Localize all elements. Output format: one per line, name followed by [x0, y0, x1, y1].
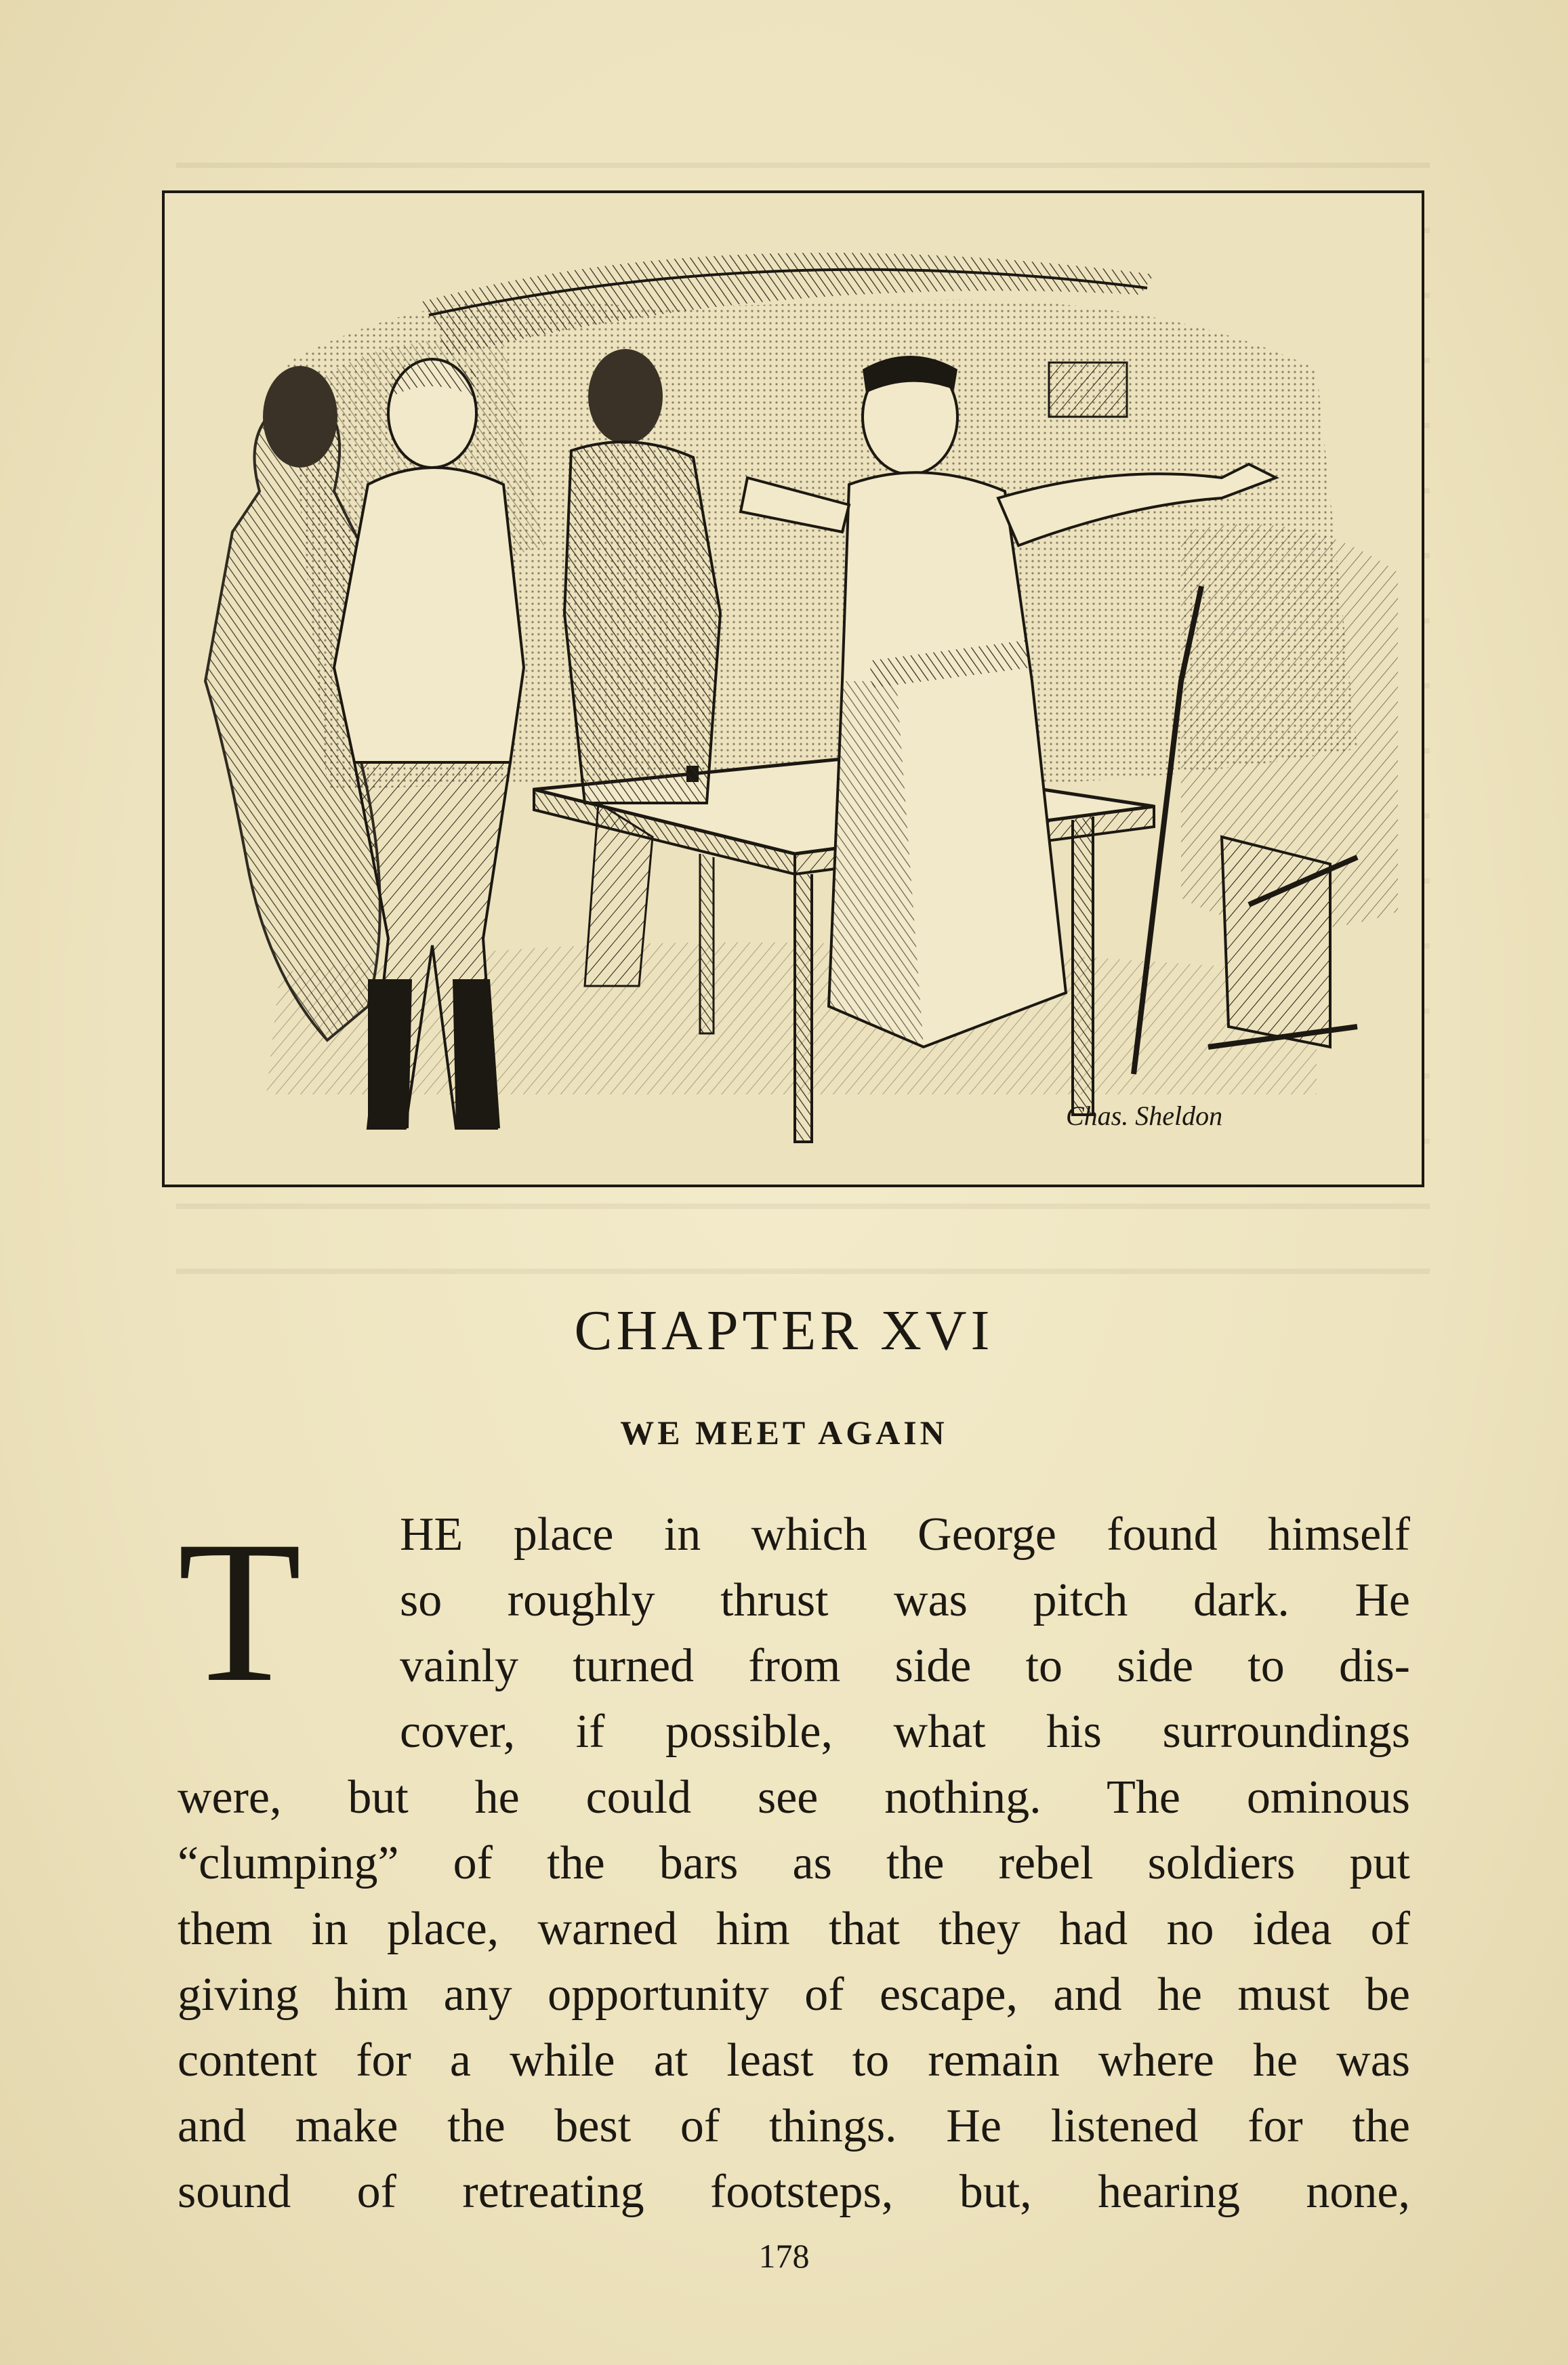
- body-line: were, but he could see nothing. The ominous: [178, 1771, 1410, 1824]
- chapter-subtitle: WE MEET AGAIN: [620, 1414, 948, 1452]
- body-line: “clumping” of the bars as the rebel soldiers put: [178, 1837, 1410, 1889]
- body-line: vainly turned from side to side to dis-: [400, 1640, 1410, 1692]
- body-line: cover, if possible, what his surroundings: [400, 1706, 1410, 1758]
- page-number: 178: [758, 2237, 810, 2275]
- body-line: them in place, warned him that they had no idea of: [178, 1903, 1410, 1955]
- body-line: HE place in which George found himself: [400, 1508, 1410, 1561]
- body-line: content for a while at least to remain where he was: [178, 2034, 1410, 2086]
- illustrator-signature: Chas. Sheldon: [1066, 1101, 1223, 1131]
- illustration-drawing: [165, 193, 1422, 1185]
- body-line: and make the best of things. He listened for the: [178, 2100, 1410, 2152]
- chapter-title: CHAPTER XVI: [574, 1299, 994, 1362]
- body-line: sound of retreating footsteps, but, hearing none,: [178, 2166, 1410, 2218]
- drop-cap: T: [178, 1499, 302, 1724]
- body-line: giving him any opportunity of escape, and he must be: [178, 1969, 1410, 2021]
- chapter-illustration: [162, 190, 1424, 1187]
- body-line: so roughly thrust was pitch dark. He: [400, 1574, 1410, 1626]
